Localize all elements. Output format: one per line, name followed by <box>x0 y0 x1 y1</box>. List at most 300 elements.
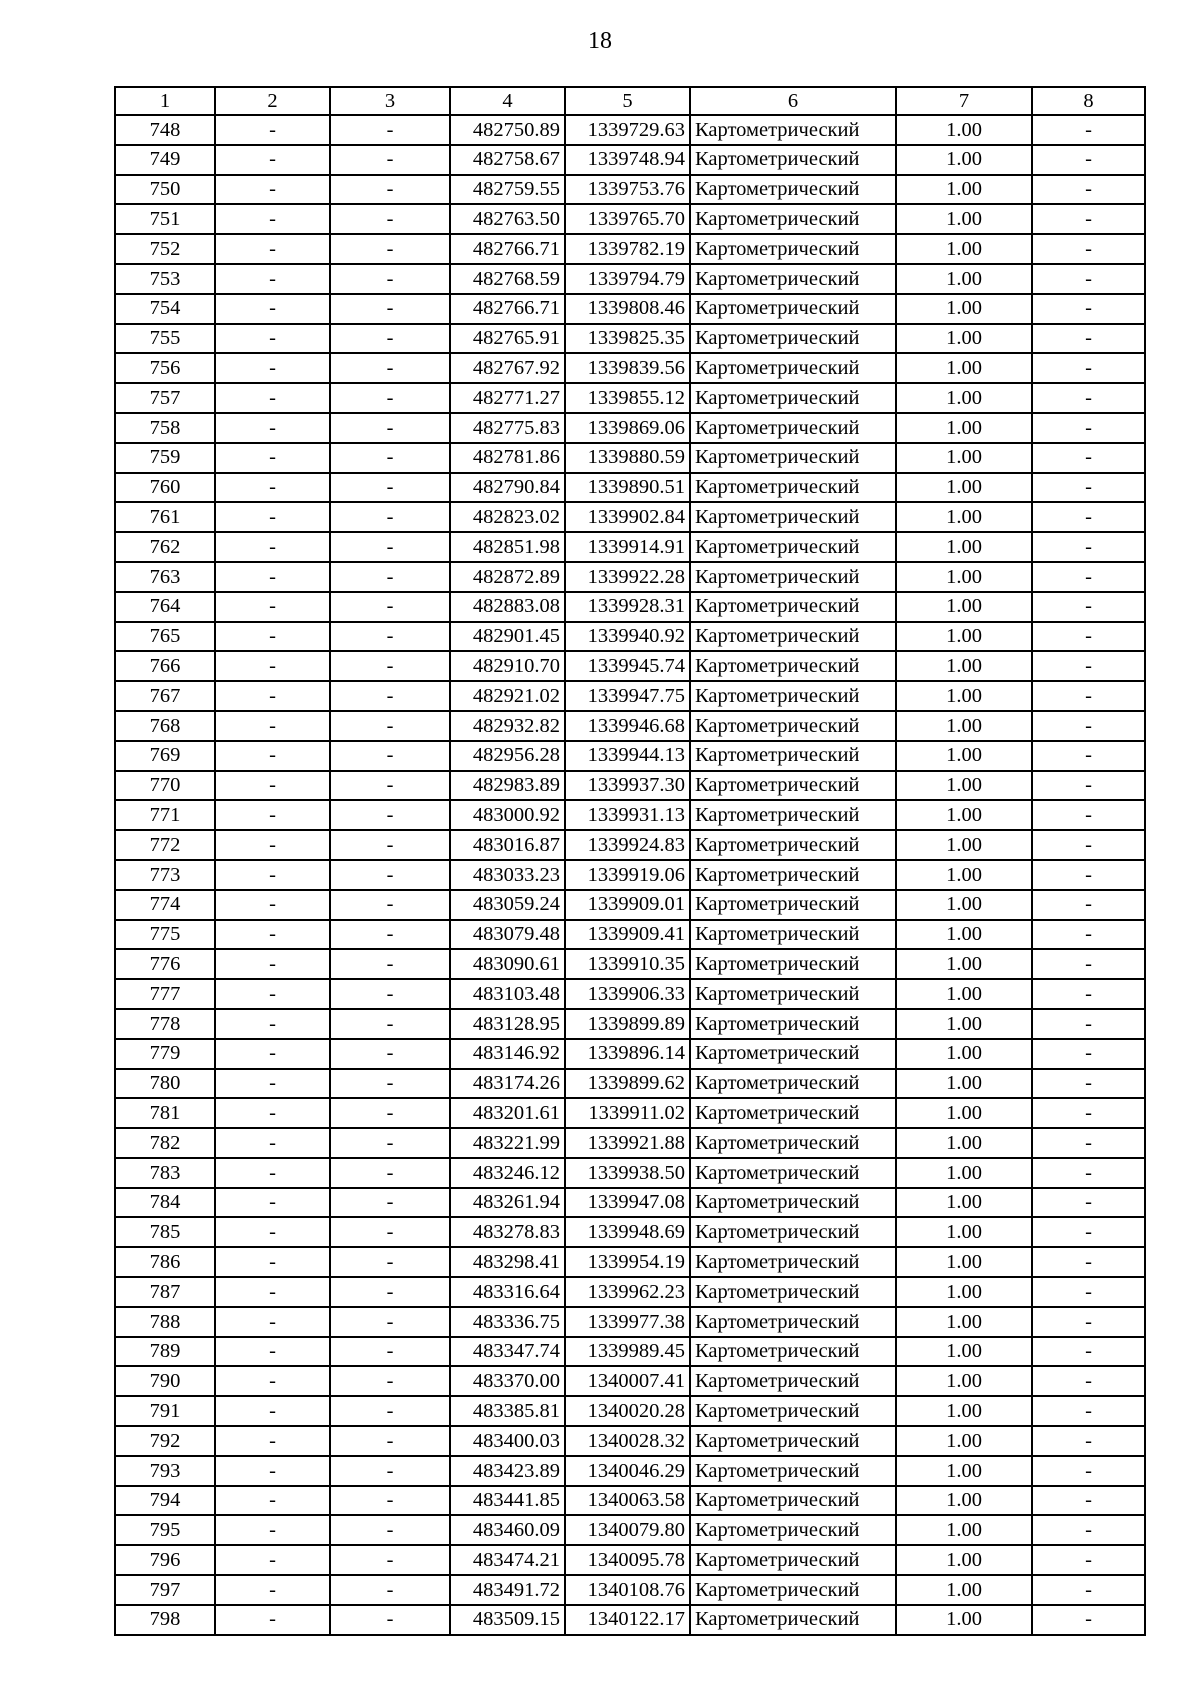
table-row <box>115 413 1145 443</box>
table-cell: 753 <box>115 264 215 294</box>
table-cell: - <box>215 1039 330 1069</box>
table-row <box>115 1069 1145 1099</box>
table-cell: Картометрический <box>690 383 896 413</box>
table-cell: - <box>215 383 330 413</box>
table-cell: 1339947.75 <box>565 681 690 711</box>
table-cell: 482771.27 <box>450 383 565 413</box>
table-cell: 782 <box>115 1128 215 1158</box>
table-cell: - <box>1032 294 1145 324</box>
table-cell: - <box>330 1217 450 1247</box>
table-cell: - <box>215 443 330 473</box>
table-cell: - <box>215 800 330 830</box>
table-cell: 1.00 <box>896 115 1032 145</box>
table-cell: Картометрический <box>690 1098 896 1128</box>
table-cell: - <box>215 1217 330 1247</box>
table-cell: 1.00 <box>896 1515 1032 1545</box>
table-cell: 482823.02 <box>450 502 565 532</box>
table-cell: - <box>1032 1456 1145 1486</box>
table-cell: Картометрический <box>690 324 896 354</box>
table-cell: 789 <box>115 1337 215 1367</box>
table-cell: Картометрический <box>690 1515 896 1545</box>
table-cell: 1339880.59 <box>565 443 690 473</box>
table-cell: 1.00 <box>896 294 1032 324</box>
table-cell: - <box>215 532 330 562</box>
column-header: 7 <box>896 87 1032 115</box>
table-cell: - <box>330 264 450 294</box>
table-cell: 1340020.28 <box>565 1396 690 1426</box>
table-cell: 1339839.56 <box>565 353 690 383</box>
table-cell: 752 <box>115 234 215 264</box>
table-cell: 798 <box>115 1605 215 1635</box>
table-cell: 482759.55 <box>450 175 565 205</box>
table-cell: 784 <box>115 1188 215 1218</box>
table-cell: - <box>330 1247 450 1277</box>
table-cell: - <box>215 1545 330 1575</box>
table-cell: 483261.94 <box>450 1188 565 1218</box>
table-cell: 482901.45 <box>450 622 565 652</box>
table-cell: 482790.84 <box>450 473 565 503</box>
table-cell: - <box>1032 353 1145 383</box>
table-cell: 482750.89 <box>450 115 565 145</box>
table-cell: 771 <box>115 800 215 830</box>
table-cell: 1.00 <box>896 413 1032 443</box>
table-cell: 1.00 <box>896 1069 1032 1099</box>
table-cell: 483423.89 <box>450 1456 565 1486</box>
table-row <box>115 1307 1145 1337</box>
table-cell: 1339896.14 <box>565 1039 690 1069</box>
table-cell: - <box>1032 1039 1145 1069</box>
table-cell: - <box>1032 711 1145 741</box>
table-cell: 1.00 <box>896 562 1032 592</box>
table-cell: Картометрический <box>690 1605 896 1635</box>
table-cell: 795 <box>115 1515 215 1545</box>
table-cell: - <box>215 1128 330 1158</box>
table-row <box>115 1486 1145 1516</box>
table-cell: 1339947.08 <box>565 1188 690 1218</box>
table-cell: - <box>1032 800 1145 830</box>
table-cell: 482763.50 <box>450 204 565 234</box>
table-row <box>115 294 1145 324</box>
table-cell: 749 <box>115 145 215 175</box>
table-row <box>115 383 1145 413</box>
table-row <box>115 234 1145 264</box>
table-cell: 482758.67 <box>450 145 565 175</box>
table-cell: - <box>330 473 450 503</box>
table-cell: - <box>215 1009 330 1039</box>
table-cell: 483474.21 <box>450 1545 565 1575</box>
table-cell: Картометрический <box>690 175 896 205</box>
table-cell: 482781.86 <box>450 443 565 473</box>
table-cell: 482766.71 <box>450 294 565 324</box>
table-cell: 767 <box>115 681 215 711</box>
page-number: 18 <box>588 28 612 54</box>
table-cell: Картометрический <box>690 1426 896 1456</box>
table-cell: Картометрический <box>690 562 896 592</box>
table-cell: Картометрический <box>690 979 896 1009</box>
table-cell: 780 <box>115 1069 215 1099</box>
table-cell: 791 <box>115 1396 215 1426</box>
table-cell: - <box>1032 413 1145 443</box>
table-cell: - <box>215 115 330 145</box>
table-cell: 1339855.12 <box>565 383 690 413</box>
table-cell: - <box>215 264 330 294</box>
table-cell: Картометрический <box>690 1456 896 1486</box>
table-cell: Картометрический <box>690 204 896 234</box>
table-cell: 1.00 <box>896 1396 1032 1426</box>
table-row <box>115 1426 1145 1456</box>
table-cell: - <box>1032 562 1145 592</box>
table-cell: - <box>1032 1158 1145 1188</box>
table-cell: Картометрический <box>690 294 896 324</box>
table-cell: - <box>330 860 450 890</box>
table-cell: 1339748.94 <box>565 145 690 175</box>
table-cell: 785 <box>115 1217 215 1247</box>
table-row <box>115 741 1145 771</box>
table-cell: - <box>215 622 330 652</box>
table-cell: 774 <box>115 890 215 920</box>
table-cell: - <box>215 1337 330 1367</box>
table-cell: - <box>1032 204 1145 234</box>
table-cell: 757 <box>115 383 215 413</box>
table-cell: 1339919.06 <box>565 860 690 890</box>
table-cell: - <box>215 413 330 443</box>
table-cell: - <box>215 830 330 860</box>
table-cell: 1.00 <box>896 175 1032 205</box>
table-cell: - <box>330 443 450 473</box>
table-cell: 1339931.13 <box>565 800 690 830</box>
table-cell: Картометрический <box>690 830 896 860</box>
table-cell: 1.00 <box>896 741 1032 771</box>
table-cell: - <box>1032 1307 1145 1337</box>
table-cell: - <box>215 324 330 354</box>
column-header: 3 <box>330 87 450 115</box>
table-cell: - <box>215 920 330 950</box>
table-row <box>115 830 1145 860</box>
table-cell: 1.00 <box>896 1247 1032 1277</box>
table-cell: - <box>1032 324 1145 354</box>
table-row <box>115 1605 1145 1635</box>
table-cell: - <box>330 294 450 324</box>
table-cell: Картометрический <box>690 1158 896 1188</box>
table-header-row <box>115 87 1145 115</box>
table-cell: Картометрический <box>690 1307 896 1337</box>
table-cell: 1339940.92 <box>565 622 690 652</box>
table-cell: 1339948.69 <box>565 1217 690 1247</box>
table-cell: Картометрический <box>690 920 896 950</box>
table-cell: 483090.61 <box>450 949 565 979</box>
table-row <box>115 1247 1145 1277</box>
table-cell: 1.00 <box>896 949 1032 979</box>
table-cell: - <box>1032 1426 1145 1456</box>
table-cell: - <box>1032 681 1145 711</box>
table-cell: 1339962.23 <box>565 1277 690 1307</box>
table-row <box>115 502 1145 532</box>
table-cell: 1340007.41 <box>565 1366 690 1396</box>
table-cell: - <box>1032 622 1145 652</box>
table-cell: - <box>215 145 330 175</box>
table-cell: 1.00 <box>896 473 1032 503</box>
table-cell: 755 <box>115 324 215 354</box>
table-cell: - <box>330 1009 450 1039</box>
table-cell: - <box>1032 920 1145 950</box>
table-cell: - <box>330 651 450 681</box>
table-row <box>115 1545 1145 1575</box>
table-cell: - <box>215 592 330 622</box>
table-cell: 483201.61 <box>450 1098 565 1128</box>
table-cell: - <box>1032 592 1145 622</box>
table-cell: - <box>330 502 450 532</box>
table-cell: 1.00 <box>896 771 1032 801</box>
coordinates-table <box>114 86 1146 1636</box>
table-cell: - <box>215 1277 330 1307</box>
table-cell: 1339945.74 <box>565 651 690 681</box>
table-cell: - <box>330 681 450 711</box>
table-cell: 1.00 <box>896 1128 1032 1158</box>
table-cell: - <box>330 413 450 443</box>
table-cell: - <box>330 204 450 234</box>
table-cell: 763 <box>115 562 215 592</box>
table-cell: 482983.89 <box>450 771 565 801</box>
table-cell: Картометрический <box>690 353 896 383</box>
table-cell: - <box>1032 1069 1145 1099</box>
table-cell: 483128.95 <box>450 1009 565 1039</box>
table-cell: - <box>215 1396 330 1426</box>
table-cell: 762 <box>115 532 215 562</box>
table-cell: 1.00 <box>896 204 1032 234</box>
table-cell: 1.00 <box>896 1486 1032 1516</box>
table-cell: 1.00 <box>896 920 1032 950</box>
table-cell: - <box>1032 949 1145 979</box>
table-cell: - <box>215 771 330 801</box>
table-cell: - <box>330 592 450 622</box>
table-cell: 764 <box>115 592 215 622</box>
table-cell: - <box>1032 741 1145 771</box>
table-cell: Картометрический <box>690 1069 896 1099</box>
table-cell: 1339782.19 <box>565 234 690 264</box>
table-cell: 793 <box>115 1456 215 1486</box>
table-cell: - <box>215 890 330 920</box>
table-row <box>115 175 1145 205</box>
table-cell: 1.00 <box>896 532 1032 562</box>
table-cell: 1339911.02 <box>565 1098 690 1128</box>
table-cell: - <box>330 1039 450 1069</box>
table-cell: Картометрический <box>690 1009 896 1039</box>
table-cell: 1.00 <box>896 383 1032 413</box>
table-cell: - <box>1032 234 1145 264</box>
table-row <box>115 1456 1145 1486</box>
table-cell: - <box>215 234 330 264</box>
table-cell: - <box>215 473 330 503</box>
table-row <box>115 860 1145 890</box>
table-cell: 1.00 <box>896 1545 1032 1575</box>
table-cell: Картометрический <box>690 1545 896 1575</box>
table-cell: 1339989.45 <box>565 1337 690 1367</box>
table-cell: 1.00 <box>896 324 1032 354</box>
table-cell: - <box>215 1188 330 1218</box>
table-cell: - <box>330 234 450 264</box>
table-cell: - <box>1032 532 1145 562</box>
table-cell: 1339910.35 <box>565 949 690 979</box>
table-cell: 483441.85 <box>450 1486 565 1516</box>
table-cell: 483059.24 <box>450 890 565 920</box>
table-cell: 1339909.01 <box>565 890 690 920</box>
table-row <box>115 651 1145 681</box>
table-cell: 482932.82 <box>450 711 565 741</box>
table-cell: - <box>330 920 450 950</box>
table-cell: Картометрический <box>690 681 896 711</box>
table-cell: - <box>330 1277 450 1307</box>
table-cell: Картометрический <box>690 264 896 294</box>
table-cell: - <box>330 1575 450 1605</box>
table-cell: 483460.09 <box>450 1515 565 1545</box>
table-cell: - <box>215 979 330 1009</box>
table-cell: 1.00 <box>896 1456 1032 1486</box>
table-cell: 772 <box>115 830 215 860</box>
table-cell: - <box>330 622 450 652</box>
table-cell: 777 <box>115 979 215 1009</box>
table-cell: - <box>330 115 450 145</box>
table-cell: 1339808.46 <box>565 294 690 324</box>
table-row <box>115 353 1145 383</box>
table-cell: 1339944.13 <box>565 741 690 771</box>
table-cell: 483347.74 <box>450 1337 565 1367</box>
table-cell: - <box>330 1307 450 1337</box>
table-cell: - <box>330 890 450 920</box>
table-cell: Картометрический <box>690 651 896 681</box>
table-cell: 751 <box>115 204 215 234</box>
table-cell: Картометрический <box>690 1039 896 1069</box>
table-cell: - <box>215 1605 330 1635</box>
table-cell: 1.00 <box>896 264 1032 294</box>
column-header: 2 <box>215 87 330 115</box>
table-cell: 783 <box>115 1158 215 1188</box>
table-cell: 1339937.30 <box>565 771 690 801</box>
table-cell: - <box>1032 383 1145 413</box>
table-cell: Картометрический <box>690 115 896 145</box>
table-cell: - <box>330 830 450 860</box>
table-cell: 779 <box>115 1039 215 1069</box>
table-row <box>115 473 1145 503</box>
table-row <box>115 920 1145 950</box>
table-cell: Картометрический <box>690 1217 896 1247</box>
table-cell: - <box>215 204 330 234</box>
table-row <box>115 711 1145 741</box>
table-cell: 482956.28 <box>450 741 565 771</box>
table-cell: 1.00 <box>896 1337 1032 1367</box>
table-cell: - <box>1032 175 1145 205</box>
table-cell: - <box>1032 979 1145 1009</box>
table-row <box>115 979 1145 1009</box>
table-cell: 786 <box>115 1247 215 1277</box>
table-cell: - <box>1032 1098 1145 1128</box>
table-row <box>115 1396 1145 1426</box>
table-cell: 482766.71 <box>450 234 565 264</box>
table-cell: 765 <box>115 622 215 652</box>
table-cell: 483385.81 <box>450 1396 565 1426</box>
table-cell: Картометрический <box>690 1486 896 1516</box>
table-cell: 769 <box>115 741 215 771</box>
table-cell: 482765.91 <box>450 324 565 354</box>
table-cell: 483336.75 <box>450 1307 565 1337</box>
table-cell: - <box>330 1426 450 1456</box>
table-cell: 1339729.63 <box>565 115 690 145</box>
table-cell: 778 <box>115 1009 215 1039</box>
table-cell: 1.00 <box>896 1605 1032 1635</box>
table-cell: Картометрический <box>690 145 896 175</box>
table-cell: Картометрический <box>690 890 896 920</box>
table-cell: 1.00 <box>896 1158 1032 1188</box>
table-cell: 794 <box>115 1486 215 1516</box>
table-cell: 482768.59 <box>450 264 565 294</box>
table-cell: 788 <box>115 1307 215 1337</box>
table-cell: - <box>330 562 450 592</box>
table-row <box>115 264 1145 294</box>
table-cell: 1339902.84 <box>565 502 690 532</box>
table-cell: Картометрический <box>690 413 896 443</box>
table-cell: Картометрический <box>690 1128 896 1158</box>
table-cell: - <box>330 741 450 771</box>
table-cell: - <box>215 1098 330 1128</box>
table-row <box>115 1009 1145 1039</box>
table-cell: Картометрический <box>690 443 896 473</box>
table-cell: - <box>330 1545 450 1575</box>
table-cell: - <box>215 1515 330 1545</box>
table-cell: 1.00 <box>896 860 1032 890</box>
column-header: 5 <box>565 87 690 115</box>
table-cell: 760 <box>115 473 215 503</box>
table-cell: Картометрический <box>690 1366 896 1396</box>
table-cell: - <box>215 1486 330 1516</box>
table-cell: - <box>215 294 330 324</box>
table-cell: 1340108.76 <box>565 1575 690 1605</box>
table-cell: 1340079.80 <box>565 1515 690 1545</box>
table-cell: 1.00 <box>896 890 1032 920</box>
table-cell: - <box>1032 145 1145 175</box>
table-cell: Картометрический <box>690 622 896 652</box>
table-cell: 768 <box>115 711 215 741</box>
table-cell: 797 <box>115 1575 215 1605</box>
table-cell: - <box>215 1366 330 1396</box>
table-cell: Картометрический <box>690 1247 896 1277</box>
table-cell: - <box>215 1307 330 1337</box>
table-cell: Картометрический <box>690 771 896 801</box>
table-cell: - <box>215 741 330 771</box>
table-cell: Картометрический <box>690 1396 896 1426</box>
table-cell: 1.00 <box>896 145 1032 175</box>
table-body <box>115 115 1145 1635</box>
table-cell: - <box>1032 1128 1145 1158</box>
table-cell: 1.00 <box>896 353 1032 383</box>
table-cell: - <box>330 1366 450 1396</box>
table-cell: - <box>1032 1515 1145 1545</box>
table-row <box>115 681 1145 711</box>
table-cell: - <box>215 711 330 741</box>
table-cell: 483278.83 <box>450 1217 565 1247</box>
table-cell: 1339765.70 <box>565 204 690 234</box>
table-cell: - <box>330 979 450 1009</box>
table-cell: - <box>330 324 450 354</box>
table-cell: 1339924.83 <box>565 830 690 860</box>
table-cell: - <box>330 1605 450 1635</box>
table-cell: 1339928.31 <box>565 592 690 622</box>
table-row <box>115 1039 1145 1069</box>
table-cell: Картометрический <box>690 711 896 741</box>
table-cell: 750 <box>115 175 215 205</box>
table-cell: 483000.92 <box>450 800 565 830</box>
table-cell: 1.00 <box>896 443 1032 473</box>
table-cell: - <box>330 1456 450 1486</box>
table-row <box>115 1515 1145 1545</box>
